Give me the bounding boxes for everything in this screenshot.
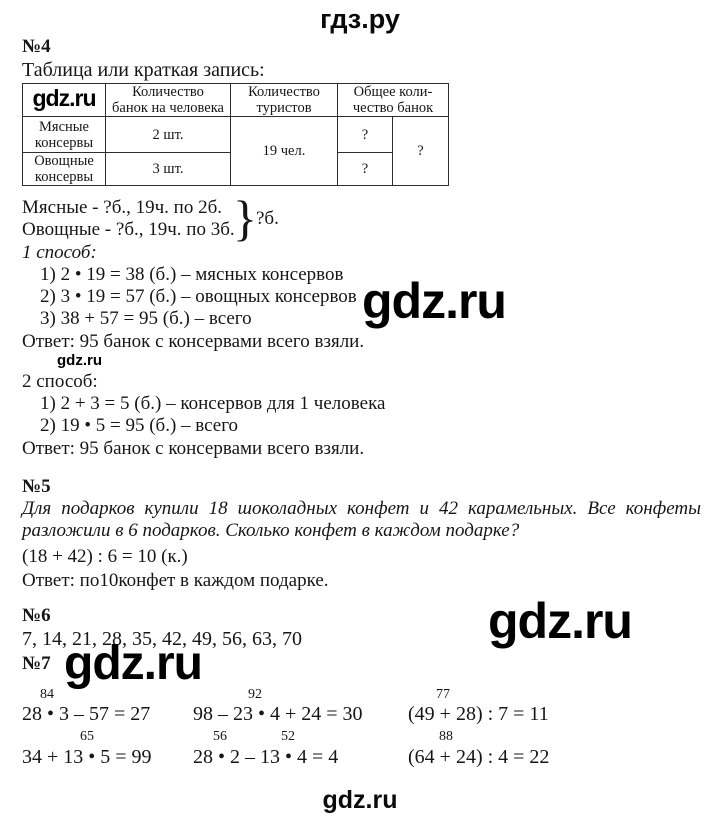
meat-qty-cell: 2 шт. (106, 117, 231, 153)
task6-number: №6 (22, 605, 51, 626)
row-label-meat: Мясные консервы (23, 117, 106, 153)
task5-answer: Ответ: по10конфет в каждом подарке. (22, 570, 329, 591)
watermark-right: gdz.ru (488, 593, 632, 649)
task7-expr-5: 28 • 2 – 13 • 4 = 4 (193, 746, 339, 768)
method2-step2: 2) 19 • 5 = 95 (б.) – всего (40, 415, 239, 436)
table-row-meat (23, 117, 449, 153)
table-header-row (23, 84, 449, 117)
task7-hint-52: 52 (281, 729, 295, 744)
task6-sequence: 7, 14, 21, 28, 35, 42, 49, 56, 63, 70 (22, 628, 302, 650)
meat-subtotal-cell: ? (338, 117, 393, 153)
header-tourists: Количество туристов (231, 84, 338, 117)
method1-answer: Ответ: 95 банок с консервами всего взяли. (22, 331, 365, 352)
task7-hint-56: 56 (213, 729, 227, 744)
task7-hint-92: 92 (248, 687, 262, 702)
task7-expr-2: 98 – 23 • 4 + 24 = 30 (193, 703, 363, 725)
site-logo-header: гдз.ру (320, 4, 400, 34)
veg-qty-cell: 3 шт. (106, 153, 231, 186)
task7-expr-6: (64 + 24) : 4 = 22 (408, 746, 550, 768)
task5-problem-line2: разложили в 6 подарков. Сколько конфет в каждом подарке? (22, 520, 520, 541)
method1-step3: 3) 38 + 57 = 95 (б.) – всего (40, 308, 252, 329)
method2-answer: Ответ: 95 банок с консервами всего взяли. (22, 438, 365, 459)
task7-expr-4: 34 + 13 • 5 = 99 (22, 746, 152, 768)
task5-number: №5 (22, 476, 51, 497)
task7-hint-77: 77 (436, 687, 450, 702)
task4-summary-line1: Мясные - ?б., 19ч. по 2б. (22, 197, 223, 218)
veg-subtotal-cell: ? (338, 153, 393, 186)
method1-step2: 2) 3 • 19 = 57 (б.) – овощных консервов (40, 286, 357, 307)
grand-total-cell: ? (393, 117, 449, 186)
method1-title: 1 способ: (22, 242, 97, 263)
table-watermark: gdz.ru (32, 85, 96, 111)
watermark-small: gdz.ru (57, 352, 102, 369)
summary-brace: } (233, 190, 257, 246)
task4-table (22, 83, 449, 186)
task5-problem-line1: Для подарков купили 18 шоколадных конфет и 42 карамельных. Все конфеты (22, 498, 701, 519)
summary-brace-label: ?б. (256, 208, 279, 229)
watermark-mid-right: gdz.ru (362, 273, 506, 329)
task4-number: №4 (22, 36, 51, 57)
task7-expr-3: (49 + 28) : 7 = 11 (408, 703, 549, 725)
watermark-left: gdz.ru (64, 637, 202, 690)
header-cans-per-person: Количество банок на человека (106, 84, 231, 117)
task7-hint-88: 88 (439, 729, 453, 744)
method2-step1: 1) 2 + 3 = 5 (б.) – консервов для 1 человека (40, 393, 386, 414)
site-logo-footer: gdz.ru (322, 786, 398, 814)
task5-solution: (18 + 42) : 6 = 10 (к.) (22, 546, 188, 567)
task7-hint-65: 65 (80, 729, 94, 744)
method2-title: 2 способ: (22, 371, 98, 392)
method1-step1: 1) 2 • 19 = 38 (б.) – мясных консервов (40, 264, 344, 285)
task4-intro: Таблица или краткая запись: (22, 59, 265, 81)
header-total-cans: Общее коли- чество банок (338, 84, 449, 117)
tourists-cell: 19 чел. (231, 117, 338, 186)
task4-summary-line2: Овощные - ?б., 19ч. по 3б. (22, 219, 235, 240)
task7-hint-84: 84 (40, 687, 54, 702)
task7-expr-1: 28 • 3 – 57 = 27 (22, 703, 151, 725)
row-label-veg: Овощные консервы (23, 153, 106, 186)
table-corner-cell (23, 84, 106, 117)
task7-number: №7 (22, 653, 51, 674)
